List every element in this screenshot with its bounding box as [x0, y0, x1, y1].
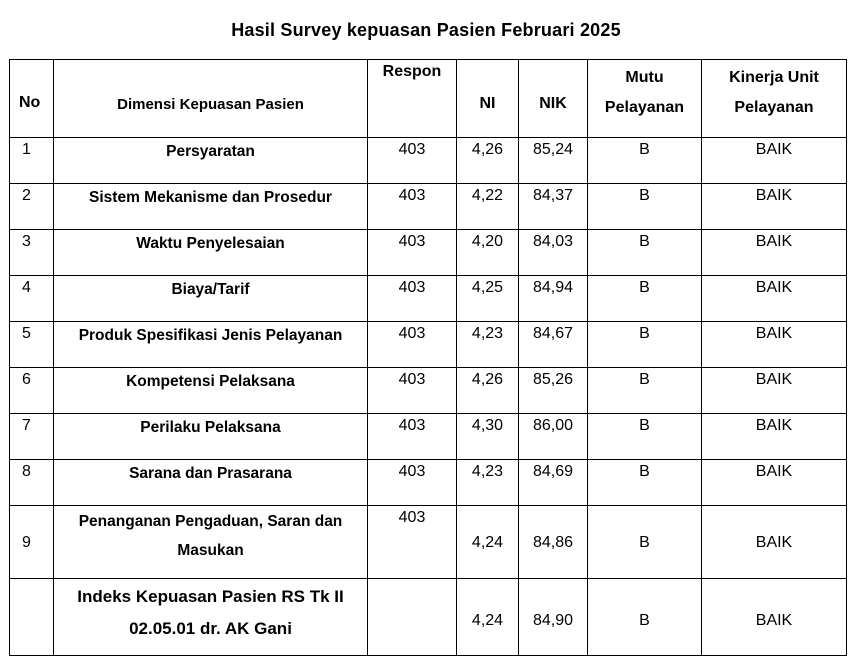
header-kinerja: Kinerja Unit Pelayanan: [702, 60, 847, 138]
row-ni: 4,26: [471, 371, 504, 388]
row-mutu: B: [639, 534, 650, 551]
row-no: 6: [22, 371, 31, 388]
row-ni: 4,26: [471, 141, 504, 158]
header-nik: NIK: [519, 60, 588, 138]
total-mutu: B: [639, 612, 650, 629]
row-kinerja: BAIK: [755, 463, 793, 480]
row-dimensi: Kompetensi Pelaksana: [126, 373, 295, 390]
row-ni: 4,20: [471, 233, 504, 250]
row-nik: 84,86: [532, 534, 574, 551]
row-dimensi: Sarana dan Prasarana: [129, 465, 292, 482]
total-row: [10, 579, 847, 656]
row-nik: 84,37: [532, 187, 574, 204]
table-header-row: [10, 60, 847, 138]
table-row: [10, 368, 847, 414]
row-respon: 403: [398, 509, 426, 526]
table-row: [10, 230, 847, 276]
row-no: 7: [22, 417, 31, 434]
header-mutu: Mutu Pelayanan: [588, 60, 702, 138]
row-mutu: B: [639, 463, 650, 480]
survey-table: [9, 59, 847, 656]
row-respon: 403: [398, 141, 426, 158]
row-mutu: B: [639, 279, 650, 296]
row-dimensi: Perilaku Pelaksana: [140, 419, 281, 436]
row-kinerja: BAIK: [755, 534, 793, 551]
row-ni: 4,24: [471, 534, 504, 551]
row-respon: 403: [398, 187, 426, 204]
row-mutu: B: [639, 325, 650, 342]
row-mutu: B: [639, 141, 650, 158]
row-nik: 84,94: [532, 279, 574, 296]
row-nik: 86,00: [532, 417, 574, 434]
table-row: [10, 276, 847, 322]
row-nik: 84,03: [532, 233, 574, 250]
row-mutu: B: [639, 233, 650, 250]
row-mutu: B: [639, 187, 650, 204]
row-no: 9: [22, 534, 31, 551]
row-kinerja: BAIK: [755, 141, 793, 158]
row-mutu: B: [639, 371, 650, 388]
table-row: [10, 184, 847, 230]
header-respon: Respon: [368, 60, 457, 138]
row-dimensi: Persyaratan: [166, 143, 255, 160]
row-nik: 85,26: [532, 371, 574, 388]
row-nik: 84,67: [532, 325, 574, 342]
row-dimensi: Penanganan Pengaduan, Saran dan Masukan: [78, 513, 343, 559]
row-respon: 403: [398, 371, 426, 388]
row-ni: 4,23: [471, 463, 504, 480]
row-dimensi: Waktu Penyelesaian: [136, 235, 285, 252]
row-dimensi: Sistem Mekanisme dan Prosedur: [89, 189, 332, 206]
table-row: [10, 506, 847, 579]
row-kinerja: BAIK: [755, 187, 793, 204]
row-kinerja: BAIK: [755, 279, 793, 296]
row-respon: 403: [398, 463, 426, 480]
row-respon: 403: [398, 279, 426, 296]
row-ni: 4,22: [471, 187, 504, 204]
row-no: 8: [22, 463, 31, 480]
header-no: No: [10, 60, 54, 138]
row-respon: 403: [398, 325, 426, 342]
row-respon: 403: [398, 233, 426, 250]
table-row: [10, 414, 847, 460]
table-row: [10, 322, 847, 368]
row-dimensi: Produk Spesifikasi Jenis Pelayanan: [78, 327, 343, 344]
row-ni: 4,30: [471, 417, 504, 434]
total-kinerja: BAIK: [755, 612, 793, 629]
page-title: Hasil Survey kepuasan Pasien Februari 2025: [231, 20, 621, 40]
total-label: Indeks Kepuasan Pasien RS Tk II 02.05.01 dr. AK Gani: [77, 587, 344, 638]
row-kinerja: BAIK: [755, 417, 793, 434]
row-no: 2: [22, 187, 31, 204]
total-ni: 4,24: [471, 612, 504, 629]
row-no: 5: [22, 325, 31, 342]
row-no: 3: [22, 233, 31, 250]
row-dimensi: Biaya/Tarif: [171, 281, 250, 298]
row-kinerja: BAIK: [755, 325, 793, 342]
total-nik: 84,90: [532, 612, 574, 629]
table-row: [10, 138, 847, 184]
row-ni: 4,23: [471, 325, 504, 342]
table-row: [10, 460, 847, 506]
row-nik: 85,24: [532, 141, 574, 158]
header-ni: NI: [457, 60, 519, 138]
row-ni: 4,25: [471, 279, 504, 296]
row-no: 4: [22, 279, 31, 296]
header-dimensi: Dimensi Kepuasan Pasien: [54, 60, 368, 138]
row-respon: 403: [398, 417, 426, 434]
row-nik: 84,69: [532, 463, 574, 480]
row-mutu: B: [639, 417, 650, 434]
row-kinerja: BAIK: [755, 233, 793, 250]
row-no: 1: [22, 141, 31, 158]
row-kinerja: BAIK: [755, 371, 793, 388]
